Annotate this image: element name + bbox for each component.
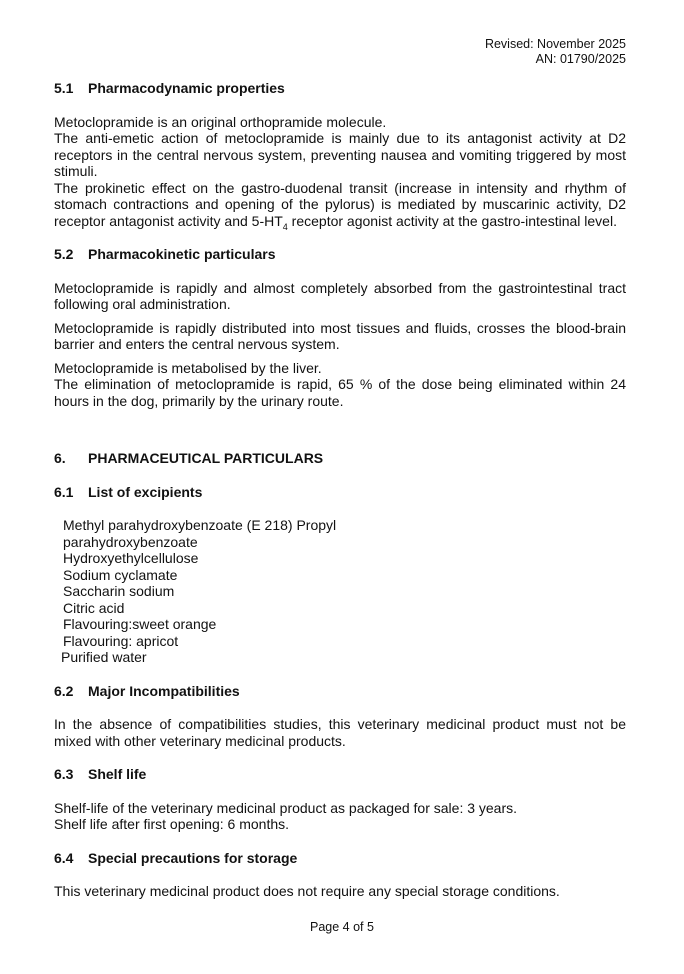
list-item: Purified water: [61, 649, 147, 665]
text-run: receptor agonist activity at the gastro-intestinal level.: [287, 212, 617, 229]
section-title: List of excipients: [88, 483, 203, 500]
section-heading-6-1: [54, 484, 626, 501]
list-item: Citric acid: [63, 599, 125, 616]
section-title: PHARMACEUTICAL PARTICULARS: [88, 450, 324, 466]
list-item: Hydroxyethylcellulose: [63, 550, 199, 566]
revised-date: Revised: November 2025: [484, 37, 626, 51]
section-heading-6-2: [54, 683, 626, 700]
paragraph: The anti-emetic action of metoclopramide is mainly due to its antagonist activity at D2 receptors in the central nervous system, preventing nausea and vomiting triggered by most stimuli.: [54, 130, 626, 179]
paragraph: Metoclopramide is rapidly and almost completely absorbed from the gastrointestinal tract following oral administration.: [54, 279, 626, 312]
list-item: Saccharin sodium: [63, 583, 175, 599]
section-heading-5-1: [54, 80, 626, 97]
section-heading-6-4: [54, 850, 626, 867]
authorisation-number: AN: 01790/2025: [535, 52, 626, 66]
text-run: The prokinetic effect on the gastro-duodenal transit (increase in intensity and rhythm of stomach contractions and opening of the pylorus) is mediated by muscarinic activity, D2 receptor antagonist activity and 5-HT: [54, 179, 626, 229]
paragraph: Metoclopramide is metabolised by the liver.: [54, 359, 322, 376]
section-number: 6.: [54, 450, 66, 466]
paragraph: This veterinary medicinal product does not require any special storage conditions.: [54, 883, 560, 899]
revision-header: [485, 37, 626, 67]
paragraph: In the absence of compatibilities studies, this veterinary medicinal product must not be mixed with other veterinary medicinal products.: [54, 716, 626, 749]
page-number: Page 4 of 5: [310, 920, 374, 934]
section-title: Pharmacokinetic particulars: [88, 246, 276, 262]
paragraph: Metoclopramide is an original orthopramide molecule.: [54, 113, 387, 130]
subscript: 4: [282, 221, 288, 232]
list-item: Methyl parahydroxybenzoate (E 218) Propyl: [63, 517, 337, 533]
section-heading-6-3: [54, 766, 626, 783]
section-heading-6: [54, 450, 626, 467]
list-item: Flavouring: apricot: [63, 632, 179, 649]
section-number: 6.4: [54, 849, 74, 866]
section-title: Pharmacodynamic properties: [88, 80, 285, 96]
section-heading-5-2: [54, 246, 626, 263]
section-number: 5.2: [54, 246, 74, 262]
section-title: Major Incompatibilities: [88, 682, 240, 699]
paragraph: Shelf-life of the veterinary medicinal product as packaged for sale: 3 years.: [54, 799, 518, 816]
section-number: 6.1: [54, 483, 74, 500]
list-item: Flavouring:sweet orange: [63, 616, 217, 632]
list-item: Sodium cyclamate: [63, 566, 178, 583]
section-number: 6.3: [54, 766, 74, 782]
section-title: Special precautions for storage: [88, 849, 298, 866]
section-number: 5.1: [54, 80, 74, 96]
document-body: [54, 80, 626, 900]
paragraph: Metoclopramide is rapidly distributed into most tissues and fluids, crosses the blood-brain barrier and enters the central nervous system.: [54, 319, 626, 352]
paragraph: Shelf life after first opening: 6 months.: [54, 816, 290, 832]
list-item: parahydroxybenzoate: [63, 533, 198, 550]
excipient-list: [54, 517, 626, 666]
section-number: 6.2: [54, 682, 74, 699]
section-title: Shelf life: [88, 766, 147, 782]
paragraph: The elimination of metoclopramide is rapid, 65 % of the dose being eliminated within 24 hours in the dog, primarily by the urinary route.: [54, 376, 626, 409]
paragraph: [54, 180, 626, 230]
